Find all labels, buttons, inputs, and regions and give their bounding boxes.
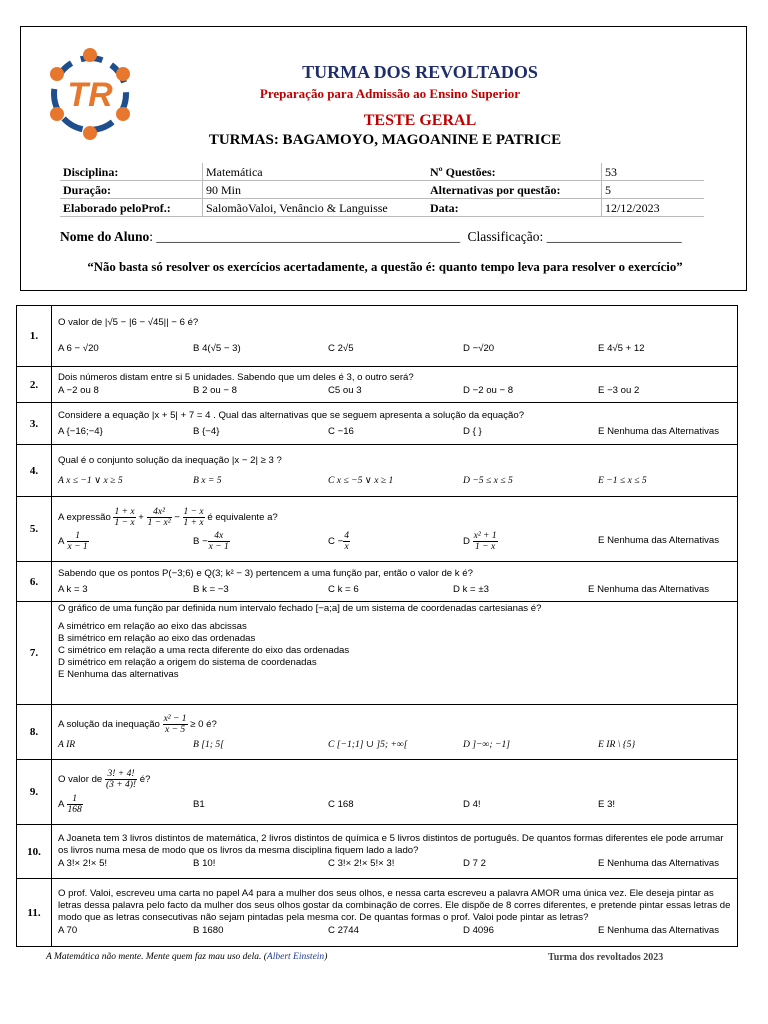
question-row [17, 705, 738, 760]
options [58, 584, 731, 596]
options [58, 426, 731, 438]
option-d[interactable]: D 7 2 [463, 858, 486, 869]
denominator: x − 1 [208, 541, 229, 552]
denominator: 1 + x [183, 517, 204, 528]
option-b[interactable]: B simétrico em relação ao eixo das ordenadas [58, 633, 256, 644]
denominator: (3 + 4)! [105, 780, 137, 790]
question-number: 5. [17, 497, 52, 562]
question-number: 6. [17, 562, 52, 602]
option-a[interactable]: A simétrico em relação ao eixo das abcissas [58, 621, 247, 632]
discipline-label: Disciplina: [60, 163, 203, 181]
question-row [17, 825, 738, 879]
option-c[interactable] [328, 531, 463, 552]
footer-quote-text: A Matemática não mente. Mente quem faz mau uso dela. ( [46, 952, 267, 962]
option-b[interactable]: B 2 ou − 8 [193, 385, 238, 396]
operator: + [138, 511, 144, 523]
option-d[interactable]: D simétrico em relação a origem do sistema de coordenadas [58, 657, 317, 668]
option-b[interactable]: B [1; 5[ [193, 738, 224, 750]
options [58, 475, 731, 487]
questions-table [16, 305, 738, 947]
options [58, 343, 731, 355]
question-number: 4. [17, 445, 52, 497]
question-row [17, 306, 738, 367]
option-label: D [463, 535, 470, 547]
questions-table-wrap [16, 305, 738, 947]
question-stem: Sabendo que os pontos P(−3;6) e Q(3; k² − 3) pertencem a uma função par, então o valor de k é? [58, 567, 473, 579]
option-c[interactable]: C 3!× 2!× 5!× 3! [328, 858, 395, 869]
fraction [113, 507, 135, 528]
fraction [163, 714, 188, 735]
options [58, 531, 731, 552]
numerator: 4x² [147, 507, 172, 518]
discipline-value: Matemática [203, 163, 428, 181]
option-d[interactable]: D −5 ≤ x ≤ 5 [463, 474, 513, 486]
question-row [17, 760, 738, 825]
school-name: TURMA DOS REVOLTADOS [302, 62, 538, 82]
question-number: 9. [17, 760, 52, 825]
option-label: C − [328, 535, 344, 547]
quote: “Não basta só resolver os exercícios acertadamente, a questão é: quanto tempo leva para resolver o exercício” [87, 260, 683, 274]
denominator: 1 − x² [147, 517, 171, 528]
options [58, 858, 731, 870]
numerator: 1 − x [183, 506, 204, 517]
question-row [17, 602, 738, 705]
footer-right: Turma dos revoltados 2023 [548, 952, 664, 963]
denominator: 1 − x [475, 541, 496, 552]
option-c[interactable]: C 168 [328, 798, 354, 810]
option-a[interactable]: A 3!× 2!× 5! [58, 858, 108, 869]
question-stem: O valor de |√5 − |6 − √45|| − 6 é? [58, 317, 199, 328]
option-b[interactable]: B 1680 [193, 925, 224, 936]
option-d[interactable]: D 4! [463, 798, 481, 810]
numerator: 3! + 4! [105, 769, 137, 780]
option-b[interactable] [193, 531, 328, 552]
numerator: 1 + x [114, 506, 135, 517]
duration-value: 90 Min [203, 181, 428, 199]
question-number: 11. [17, 879, 52, 947]
question-stem: Dois números distam entre si 5 unidades. Sabendo que um deles é 3, o outro será? [58, 372, 414, 383]
question-body [52, 306, 738, 367]
question-stem [58, 714, 731, 735]
question-body [52, 367, 738, 403]
option-a[interactable]: A 6 − √20 [58, 343, 99, 354]
question-body [52, 760, 738, 825]
numerator: 4x [208, 531, 230, 542]
stem-text: A solução da inequação [58, 718, 160, 730]
option-a[interactable]: A −2 ou 8 [58, 385, 99, 396]
numerator: x² + 1 [473, 530, 497, 541]
options [58, 739, 731, 751]
option-e[interactable]: E Nenhuma das Alternativas [598, 858, 720, 869]
denominator: x [344, 541, 349, 552]
grade-label[interactable]: Classificação: ____________________ [467, 229, 682, 244]
option-b[interactable]: B 4(√5 − 3) [193, 343, 241, 354]
denominator: x − 5 [164, 724, 186, 735]
option-label: A [58, 799, 64, 811]
info-table [60, 163, 704, 217]
question-stem: Qual é o conjunto solução da inequação |x − 2| ≥ 3 ? [58, 454, 282, 466]
question-stem [58, 507, 731, 528]
numerator: 4 [344, 530, 349, 541]
question-number: 2. [17, 367, 52, 403]
option-e[interactable]: E −1 ≤ x ≤ 5 [598, 474, 647, 486]
question-number: 7. [17, 602, 52, 705]
questions-label: Nº Questões: [427, 163, 602, 181]
fraction [343, 531, 350, 552]
question-number: 10. [17, 825, 52, 879]
alternatives-value: 5 [602, 181, 705, 199]
option-a[interactable]: A IR [58, 738, 76, 750]
option-b[interactable]: B1 [193, 798, 205, 810]
duration-label: Duração: [60, 181, 203, 199]
logo-text: TR [67, 76, 113, 114]
date-value: 12/12/2023 [602, 199, 705, 217]
operator: − [174, 511, 180, 523]
option-e[interactable]: E IR \ {5} [598, 738, 636, 750]
option-b[interactable]: B k = −3 [193, 583, 229, 595]
option-d[interactable]: D { } [463, 425, 482, 437]
question-stem: O prof. Valoi, escreveu uma carta no papel A4 para a mulher dos seus olhos, e nessa carta escreveu a palavra AMOR uma única vez. Ele deseja pintar as letras dessa palavra pelo facto da mulher dos seus olhos gostar da combinação de corres. Ele dispõe de 8 corres diferentes, e pretende pintar essas letras de modo que as letras consecutivas não sejam pintadas pela mesma cor. De quantas formas o prof. Valoi pode pintar as letras? [58, 888, 731, 923]
denominator: 1 − x [114, 517, 135, 528]
option-d[interactable] [463, 531, 598, 552]
option-c[interactable]: C5 ou 3 [328, 385, 362, 396]
option-d[interactable]: D −√20 [463, 343, 495, 354]
question-stem: Considere a equação |x + 5| + 7 = 4 . Qual das alternativas que se seguem apresenta a solução da equação? [58, 409, 525, 421]
option-c[interactable]: C [−1;1] ∪ ]5; +∞[ [328, 738, 408, 750]
question-number: 3. [17, 403, 52, 445]
question-stem: O gráfico de uma função par definida num intervalo fechado [−a;a] de um sistema de coordenadas cartesianas é? [58, 603, 542, 614]
stem-text: é equivalente a? [207, 511, 278, 523]
option-e[interactable]: E −3 ou 2 [598, 385, 640, 396]
fraction [147, 507, 172, 528]
fraction [105, 769, 137, 790]
student-row [60, 229, 682, 245]
option-e[interactable]: E Nenhuma das alternativas [58, 669, 179, 680]
footer-quote-end: ) [324, 952, 328, 962]
option-b[interactable]: B x = 5 [193, 474, 222, 486]
question-stem [58, 769, 731, 790]
question-body [52, 403, 738, 445]
question-stem: A Joaneta tem 3 livros distintos de matemática, 2 livros distintos de química e 5 livros distintos de português. De quantos formas diferentes ele pode arrumar os livros numa mesa de modo que os livros da mesma disciplina fiquem lado a lado? [58, 833, 724, 856]
denominator: 168 [67, 805, 82, 815]
numerator: x² − 1 [163, 713, 187, 724]
fraction [183, 507, 205, 528]
question-body [52, 705, 738, 760]
footer-author: Albert Einstein [266, 952, 325, 962]
author-label: Elaborado peloProf.: [60, 199, 203, 217]
stem-text: O valor de [58, 774, 103, 786]
option-a[interactable]: A k = 3 [58, 583, 88, 595]
options [58, 794, 731, 815]
option-d[interactable]: D k = ±3 [453, 583, 489, 595]
subtitle: Preparação para Admissão ao Ensino Superior [259, 86, 521, 101]
option-d[interactable]: D ]−∞; −1] [463, 738, 510, 750]
test-title: TESTE GERAL [363, 112, 477, 129]
question-number: 1. [17, 306, 52, 367]
option-e[interactable]: E Nenhuma das Alternativas [598, 925, 720, 936]
question-row [17, 403, 738, 445]
option-b[interactable]: B 10! [193, 858, 216, 869]
option-c[interactable]: C k = 6 [328, 583, 359, 595]
option-e[interactable]: E Nenhuma das Alternativas [588, 583, 710, 595]
options [58, 925, 731, 937]
option-c[interactable]: C 2744 [328, 925, 359, 936]
question-row [17, 879, 738, 947]
option-a[interactable]: A {−16;−4} [58, 425, 103, 437]
question-body [52, 562, 738, 602]
denominator: x − 1 [67, 541, 88, 552]
option-c[interactable]: C x ≤ −5 ∨ x ≥ 1 [328, 474, 394, 486]
stem-text: ≥ 0 é? [190, 718, 217, 730]
question-row [17, 562, 738, 602]
option-d[interactable]: D −2 ou − 8 [463, 385, 514, 396]
options [58, 621, 731, 681]
question-body [52, 445, 738, 497]
student-name-line[interactable]: : _____________________________________________ [149, 229, 461, 244]
option-e[interactable]: E Nenhuma das Alternativas [598, 425, 720, 437]
questions-value: 53 [602, 163, 705, 181]
fraction [67, 794, 83, 815]
numerator: 1 [67, 794, 83, 805]
question-body [52, 825, 738, 879]
question-body [52, 497, 738, 562]
numerator: 1 [67, 531, 89, 542]
student-name-label: Nome do Aluno [60, 229, 150, 244]
option-e[interactable]: E 3! [598, 798, 616, 810]
options [58, 385, 731, 397]
option-e[interactable]: E 4√5 + 12 [598, 343, 645, 354]
classes: TURMAS: BAGAMOYO, MAGOANINE E PATRICE [208, 132, 562, 148]
question-body [52, 602, 738, 705]
option-label: A [58, 535, 64, 547]
fraction [473, 531, 498, 552]
option-a[interactable]: A 70 [58, 925, 78, 936]
option-label: B − [193, 535, 208, 547]
date-label: Data: [427, 199, 602, 217]
question-body [52, 879, 738, 947]
stem-text: A expressão [58, 511, 111, 523]
option-c[interactable]: C −16 [328, 425, 354, 437]
option-b[interactable]: B {−4} [193, 425, 220, 437]
option-a[interactable]: A x ≤ −1 ∨ x ≥ 5 [58, 474, 123, 486]
question-row [17, 445, 738, 497]
option-d[interactable]: D 4096 [463, 925, 494, 936]
footer-quote [46, 952, 327, 962]
logo [44, 44, 136, 144]
stem-text: é? [139, 774, 151, 786]
author-value: SalomãoValoi, Venâncio & Languisse [203, 199, 428, 217]
option-a[interactable] [58, 531, 193, 552]
option-c[interactable]: C simétrico em relação a uma recta diferente do eixo das ordenadas [58, 645, 350, 656]
option-e[interactable]: E Nenhuma das Alternativas [598, 535, 720, 546]
fraction [67, 531, 89, 552]
fraction [208, 531, 230, 552]
question-row [17, 497, 738, 562]
option-c[interactable]: C 2√5 [328, 343, 354, 354]
question-row [17, 367, 738, 403]
alternatives-label: Alternativas por questão: [427, 181, 602, 199]
question-number: 8. [17, 705, 52, 760]
option-a[interactable] [58, 794, 193, 815]
